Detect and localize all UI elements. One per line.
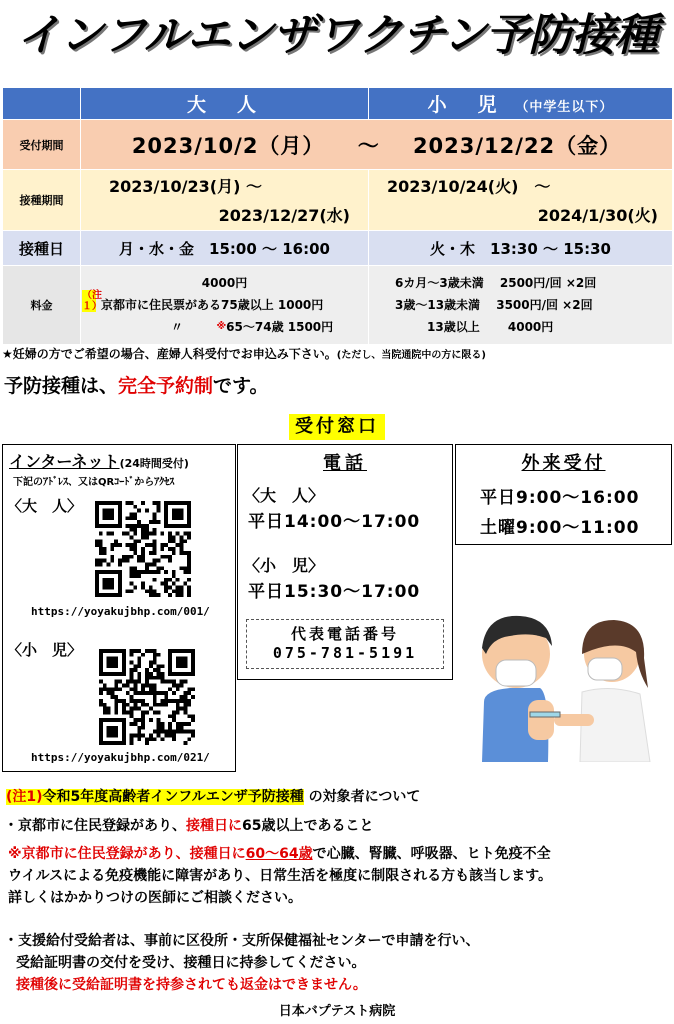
outpatient-saturday: 土曜9:00～11:00 (480, 518, 640, 538)
period-label: 接種期間 (3, 170, 81, 231)
notes-heading: (注1)令和5年度高齢者インフルエンザ予防接種 の対象者について (6, 789, 421, 805)
phone-adult-label: 〈大 人〉 (244, 486, 325, 505)
phone-box (237, 444, 453, 680)
adult-period: 2023/10/23(月) ～ 2023/12/27(水) (81, 170, 369, 231)
page-title: インフルエンザワクチン予防接種 (16, 10, 658, 61)
internet-child-label: 〈小 児〉 (7, 641, 83, 659)
internet-title: インターネット(24時間受付) (9, 452, 189, 471)
reservation-note: 予防接種は、完全予約制です。 (4, 375, 269, 397)
note-tag: （注１） (82, 290, 102, 312)
child-days: 火・木 13:30 ～ 15:30 (369, 231, 673, 266)
fee-row (3, 266, 673, 345)
reception-window-title: 受付窓口 (289, 414, 385, 440)
reception-period: 2023/10/2（月） ～ 2023/12/22（金） (81, 120, 673, 170)
phone-adult-time: 平日14:00～17:00 (248, 512, 421, 532)
child-period: 2023/10/24(火) ～ 2024/1/30(火) (369, 170, 673, 231)
child-header: 小 児 （中学生以下） (369, 88, 673, 120)
pregnant-note: ★妊婦の方でご希望の場合、産婦人科受付でお申込み下さい。(ただし、当院通院中の方に限る) (2, 347, 486, 361)
phone-title: 電話 (323, 453, 367, 474)
hospital-name: 日本バプテスト病院 (278, 1004, 396, 1019)
internet-box (2, 444, 236, 772)
adult-days: 月・水・金 15:00 ～ 16:00 (81, 231, 369, 266)
outpatient-box (455, 444, 672, 545)
child-url-link[interactable]: https://yoyakujbhp.com/021/ (31, 751, 210, 764)
child-fee: 6カ月～3歳未満 2500円/回 ×2回 3歳～13歳未満 3500円/回 ×2回 13歳以上 4000円 (369, 266, 673, 345)
fee-label: 料金 (3, 266, 81, 345)
table-header-row (3, 88, 673, 120)
note-bullet-3: ・支援給付受給者は、事前に区役所・支所保健福祉センターで申請を行い、 受給証明書の交付を受け、接種日に持参してください。 接種後に受給証明書を持参されても返金はできません。 (4, 933, 480, 993)
internet-adult-label: 〈大 人〉 (7, 497, 83, 515)
outpatient-weekday: 平日9:00～16:00 (480, 488, 640, 508)
adult-qr-code[interactable] (95, 501, 191, 597)
vaccination-period-row (3, 170, 673, 231)
adult-header: 大 人 (81, 88, 369, 120)
note-bullet-2: ※京都市に住民登録があり、接種日に60～64歳で心臓、腎臓、呼吸器、ヒト免疫不全 ウイルスによる免疫機能に障害があり、日常生活を極度に制限される方も該当します。 詳しくはかかりつけの医師にご相談ください。 (8, 846, 553, 906)
vaccination-day-row (3, 231, 673, 266)
schedule-table (2, 87, 673, 345)
child-qr-code[interactable] (99, 649, 195, 745)
phone-child-label: 〈小 児〉 (244, 556, 325, 575)
representative-phone[interactable]: 代表電話番号 075-781-5191 (246, 619, 444, 669)
outpatient-title: 外来受付 (521, 453, 606, 474)
reception-row (3, 120, 673, 170)
internet-sub: 下記のｱﾄﾞﾚｽ、又はQRｺｰﾄﾞからｱｸｾｽ (13, 477, 175, 488)
vaccination-illustration (470, 602, 670, 762)
day-label: 接種日 (3, 231, 81, 266)
phone-child-time: 平日15:30～17:00 (248, 582, 421, 602)
reception-label: 受付期間 (3, 120, 81, 170)
adult-fee: 4000円 （注１） 京都市に住民票がある75歳以上 1000円 〃 ※65～74歳 1500円 (81, 266, 369, 345)
adult-url-link[interactable]: https://yoyakujbhp.com/001/ (31, 605, 210, 618)
note-bullet-1: ・京都市に住民登録があり、接種日に65歳以上であること (4, 818, 374, 834)
